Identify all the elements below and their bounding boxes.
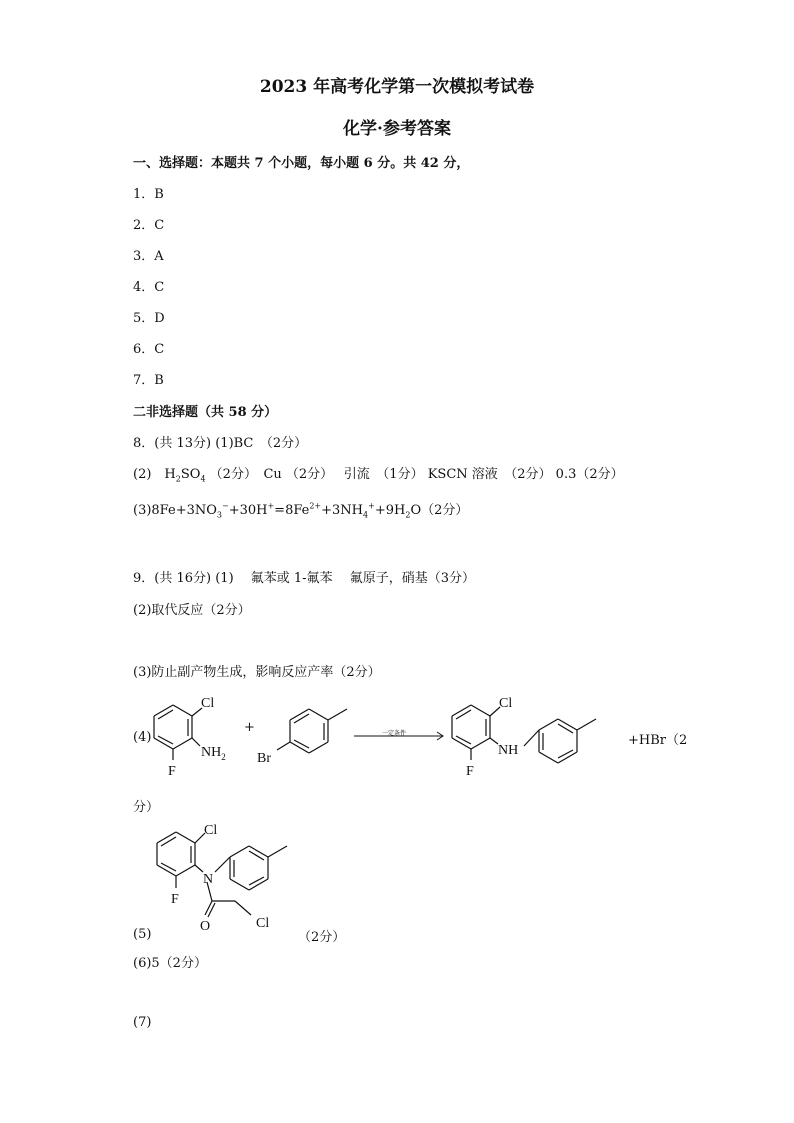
q9-line3: (3)防止副产物生成，影响反应产率（2分） bbox=[133, 665, 381, 680]
page-subtitle: 化学·参考答案 bbox=[343, 119, 451, 139]
reactant1-structure bbox=[140, 686, 250, 786]
atom-cl: Cl bbox=[201, 696, 215, 711]
eq-sup: − bbox=[221, 501, 229, 511]
eq-part: =8Fe bbox=[274, 503, 310, 518]
q9-line2: (2)取代反应（2分） bbox=[133, 603, 251, 618]
atom-br: Br bbox=[257, 751, 271, 766]
atom-f: F bbox=[466, 764, 474, 779]
eq-part: +9H bbox=[374, 503, 406, 518]
q8-line2 bbox=[133, 463, 624, 484]
reaction-arrow bbox=[354, 730, 449, 742]
page-title: 2023 年高考化学第一次模拟考试卷 bbox=[259, 77, 535, 97]
q9-line6: (6)5（2分） bbox=[133, 956, 207, 971]
hbr-text: +HBr（2 bbox=[628, 733, 688, 748]
q9-line1: 9．(共 16分) (1) 氟苯或 1-氟苯 氟原子，硝基（3分） bbox=[133, 571, 475, 586]
q8-sub: 4 bbox=[200, 474, 206, 484]
q9-line5-label: (5) bbox=[133, 927, 152, 942]
plus-sign: + bbox=[244, 720, 255, 735]
q9-line4-label: (4) bbox=[133, 730, 152, 745]
reactant2-bromotoluene bbox=[255, 686, 365, 786]
q8-line3-equation bbox=[133, 499, 468, 520]
atom-n: N bbox=[203, 872, 214, 887]
product-structure bbox=[440, 686, 610, 786]
answer-1: 1．B bbox=[133, 187, 164, 202]
q8-line1: 8．(共 13分) (1)BC （2分） bbox=[133, 436, 308, 451]
eq-part: +30H bbox=[228, 503, 268, 518]
eq-sup: 2+ bbox=[309, 501, 322, 511]
eq-part: O（2分） bbox=[410, 503, 469, 518]
answer-4: 4．C bbox=[133, 280, 165, 295]
eq-sub: 3 bbox=[216, 510, 222, 520]
answer-2: 2．C bbox=[133, 218, 165, 233]
section2-heading: 二非选择题（共 58 分） bbox=[133, 405, 278, 420]
atom-f: F bbox=[168, 764, 176, 779]
reaction-condition: 一定条件 bbox=[382, 730, 407, 737]
atom-o: O bbox=[200, 919, 211, 934]
atom-f: F bbox=[171, 892, 179, 907]
atom-nh: NH bbox=[498, 743, 519, 758]
q8-text: SO bbox=[180, 467, 201, 482]
atom-cl: Cl bbox=[204, 823, 218, 838]
answer-5: 5．D bbox=[133, 311, 165, 326]
atom-cl: Cl bbox=[499, 696, 513, 711]
eq-part: (3)8Fe+3NO bbox=[133, 503, 217, 518]
eq-sup: + bbox=[368, 501, 375, 511]
eq-sub: 2 bbox=[405, 510, 411, 520]
answer-3: 3．A bbox=[133, 249, 164, 264]
answer-6: 6．C bbox=[133, 342, 165, 357]
answer-7: 7．B bbox=[133, 373, 164, 388]
section1-heading: 一、选择题：本题共 7 个小题，每小题 6 分。共 42 分， bbox=[133, 156, 470, 171]
eq-part: +3NH bbox=[321, 503, 364, 518]
q8-line2-rest: （2分） Cu （2分） 引流 （1分） KSCN 溶液 （2分） 0.3（2分） bbox=[209, 467, 624, 482]
q8-line2-prefix: (2) H bbox=[133, 467, 176, 482]
atom-cl: Cl bbox=[256, 916, 270, 931]
atom-nh2: $NH_2$ bbox=[201, 745, 226, 762]
q9-5-structure bbox=[145, 815, 315, 935]
eq-sub: 4 bbox=[363, 510, 369, 520]
q9-line4-tail: 分） bbox=[133, 800, 160, 815]
q8-sub: 2 bbox=[175, 474, 181, 484]
eq-sup: + bbox=[267, 501, 275, 511]
q9-line7: (7) bbox=[133, 1015, 152, 1030]
q9-line5-score: （2分） bbox=[298, 930, 346, 945]
